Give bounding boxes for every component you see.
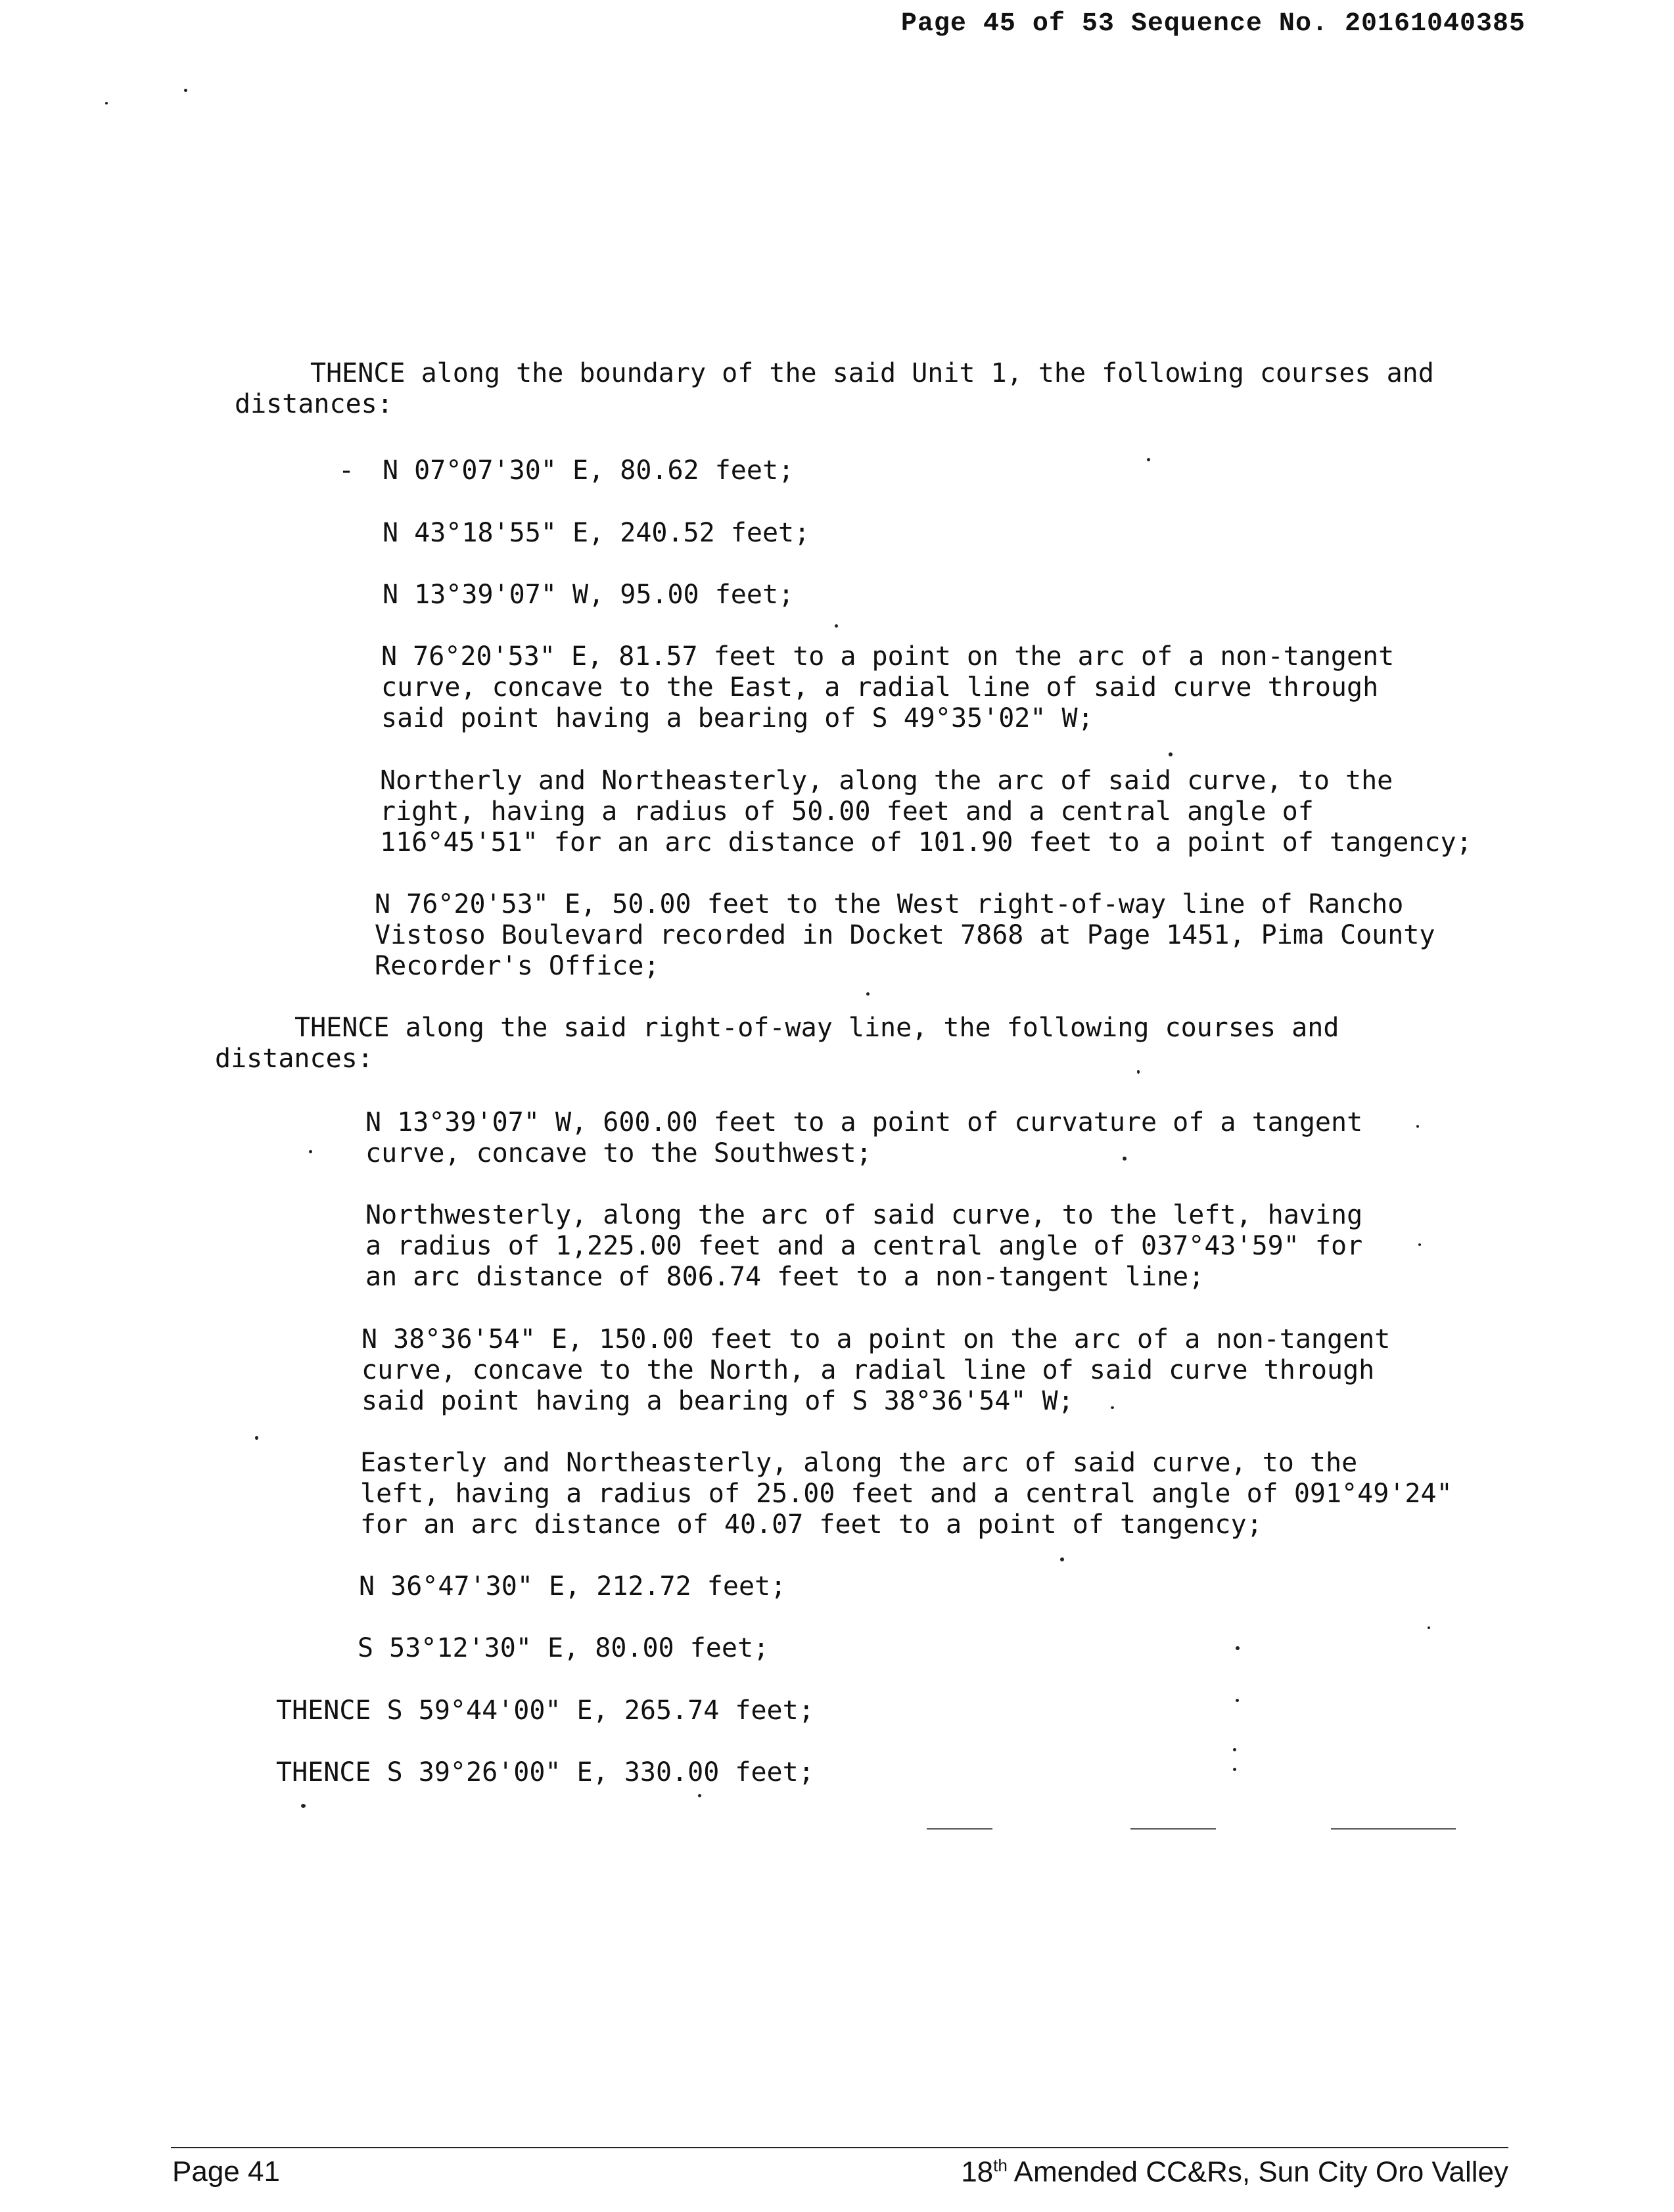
scan-speck [1169,752,1173,756]
course-8-line-3: an arc distance of 806.74 feet to a non-tangent line; [365,1262,1205,1292]
course-9-line-3: said point having a bearing of S 38°36'54" W; [361,1386,1074,1416]
course-9-line-2: curve, concave to the North, a radial line of said curve through [361,1355,1375,1385]
course-3: N 13°39'07" W, 95.00 feet; [383,580,795,610]
scan-dash-line [927,1828,992,1830]
scan-speck [1123,1157,1127,1161]
scan-speck [1428,1626,1430,1629]
course-4-line-2: curve, concave to the East, a radial line of said curve through [381,672,1379,703]
course-5-line-1: Northerly and Northeasterly, along the arc of said curve, to the [380,766,1393,796]
page-sequence-header: Page 45 of 53 Sequence No. 20161040385 [900,9,1525,39]
dash-marker: - [338,455,355,486]
course-4-line-1: N 76°20'53" E, 81.57 feet to a point on the arc of a non-tangent [381,641,1395,672]
paragraph-1-line-1: THENCE along the boundary of the said Unit 1, the following courses and [310,358,1434,388]
footer-page-label: Page 41 [172,2155,280,2188]
course-12: S 53°12'30" E, 80.00 feet; [358,1633,770,1663]
course-1: N 07°07'30" E, 80.62 feet; [383,455,795,486]
course-10-line-3: for an arc distance of 40.07 feet to a point of tangency; [360,1509,1263,1540]
course-8-line-1: Northwesterly, along the arc of said curve, to the left, having [365,1200,1363,1230]
footer-divider [171,2147,1508,2148]
scan-speck [105,102,108,104]
course-4-line-3: said point having a bearing of S 49°35'02" W; [381,703,1094,733]
footer-title-number: 18 [961,2155,994,2188]
scan-speck [1060,1557,1064,1561]
course-5-line-2: right, having a radius of 50.00 feet and a central angle of [380,796,1314,827]
scan-speck [255,1436,258,1440]
course-6-line-3: Recorder's Office; [375,951,660,981]
scan-speck [1111,1406,1114,1409]
thence-course-4: THENCE S 39°26'00" E, 330.00 feet; [276,1757,814,1787]
thence-course-3: THENCE S 59°44'00" E, 265.74 feet; [276,1695,814,1726]
course-8-line-2: a radius of 1,225.00 feet and a central angle of 037°43'59" for [365,1231,1363,1261]
course-10-line-1: Easterly and Northeasterly, along the arc of said curve, to the [360,1448,1358,1478]
course-10-line-2: left, having a radius of 25.00 feet and a central angle of 091°49'24" [360,1479,1453,1509]
course-9-line-1: N 38°36'54" E, 150.00 feet to a point on the arc of a non-tangent [361,1324,1391,1354]
scan-speck [835,624,838,628]
scan-speck [309,1150,312,1153]
course-6-line-2: Vistoso Boulevard recorded in Docket 7868 at Page 1451, Pima County [375,920,1435,950]
course-7-line-1: N 13°39'07" W, 600.00 feet to a point of curvature of a tangent [365,1107,1363,1138]
scan-dash-line [1331,1828,1456,1830]
scan-speck [1418,1243,1421,1246]
course-5-line-3: 116°45'51" for an arc distance of 101.90 feet to a point of tangency; [380,827,1472,858]
course-7-line-2: curve, concave to the Southwest; [365,1138,872,1168]
paragraph-2-line-1: THENCE along the said right-of-way line, the following courses and [294,1013,1339,1043]
scan-speck [1416,1125,1419,1128]
scan-dash-line [1130,1828,1216,1830]
scan-speck [1233,1748,1236,1751]
scan-speck [1236,1646,1240,1650]
paragraph-2-line-2: distances: [215,1044,373,1074]
scan-speck [698,1794,701,1797]
scan-speck [1137,1070,1140,1074]
footer-title-text: Amended CC&Rs, Sun City Oro Valley [1007,2155,1508,2188]
course-6-line-1: N 76°20'53" E, 50.00 feet to the West right-of-way line of Rancho [375,889,1404,919]
footer-title-ordinal: th [993,2155,1008,2175]
scan-speck [1236,1699,1239,1702]
footer-document-title [961,2155,1508,2189]
scan-speck [1233,1768,1236,1771]
paragraph-1-line-2: distances: [235,389,393,419]
scan-speck [184,89,187,92]
scan-speck [866,992,870,996]
course-11: N 36°47'30" E, 212.72 feet; [359,1571,787,1601]
scan-speck [1147,458,1150,461]
course-2: N 43°18'55" E, 240.52 feet; [383,518,810,548]
scan-speck [301,1804,306,1808]
